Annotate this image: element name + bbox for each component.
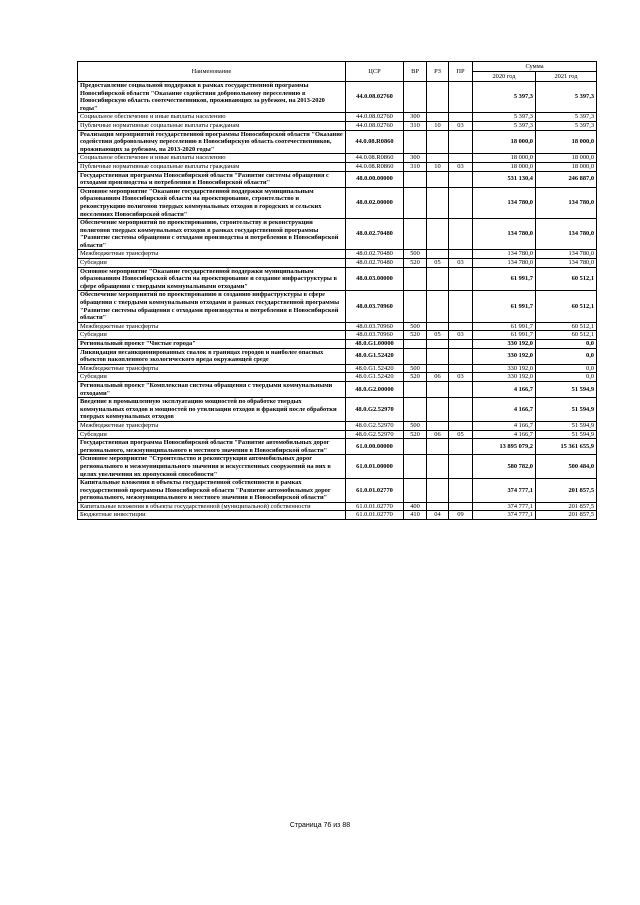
row-sum-2021: 18 000,0 bbox=[536, 154, 597, 163]
row-csr: 48.0.G2.52970 bbox=[346, 398, 404, 422]
row-rz: 05 bbox=[427, 259, 449, 268]
table-row bbox=[78, 340, 597, 349]
row-sum-2021: 246 887,0 bbox=[536, 171, 597, 187]
row-pr bbox=[449, 348, 473, 364]
row-sum-2020: 134 780,0 bbox=[473, 187, 536, 218]
table-row bbox=[78, 121, 597, 130]
row-rz bbox=[427, 130, 449, 154]
row-rz bbox=[427, 421, 449, 430]
row-vr: 300 bbox=[404, 113, 427, 122]
table-row bbox=[78, 171, 597, 187]
row-vr bbox=[404, 130, 427, 154]
row-csr: 48.0.03.70960 bbox=[346, 322, 404, 331]
row-sum-2020: 531 130,4 bbox=[473, 171, 536, 187]
row-rz bbox=[427, 250, 449, 259]
row-name: Публичные нормативные социальные выплаты гражданам bbox=[78, 121, 346, 130]
row-vr: 500 bbox=[404, 322, 427, 331]
table-row bbox=[78, 511, 597, 520]
row-sum-2020: 4 166,7 bbox=[473, 398, 536, 422]
row-rz bbox=[427, 439, 449, 455]
row-sum-2021: 18 000,0 bbox=[536, 130, 597, 154]
header-rz: РЗ bbox=[427, 62, 449, 82]
row-sum-2021: 60 512,1 bbox=[536, 291, 597, 322]
row-vr bbox=[404, 348, 427, 364]
table-row bbox=[78, 291, 597, 322]
table-row bbox=[78, 322, 597, 331]
row-sum-2020: 134 780,0 bbox=[473, 219, 536, 250]
row-csr: 61.0.00.00000 bbox=[346, 439, 404, 455]
row-pr bbox=[449, 364, 473, 373]
row-pr bbox=[449, 398, 473, 422]
row-vr bbox=[404, 219, 427, 250]
row-rz bbox=[427, 291, 449, 322]
row-vr bbox=[404, 398, 427, 422]
table-row bbox=[78, 187, 597, 218]
table-row bbox=[78, 455, 597, 479]
row-csr: 48.0.G2.52970 bbox=[346, 430, 404, 439]
row-name: Капитальные вложения в объекты государственной (муниципальной) собственности bbox=[78, 502, 346, 511]
row-csr: 61.0.01.00000 bbox=[346, 455, 404, 479]
row-sum-2020: 61 991,7 bbox=[473, 267, 536, 291]
row-name: Предоставление социальной поддержки в рамках государственной программы Новосибирской области "Оказание содействия добровольному переселению в Новосибирскую область соотечественников, проживающих за рубежом, на 2013-2020 годы" bbox=[78, 82, 346, 113]
row-csr: 44.0.08.02760 bbox=[346, 82, 404, 113]
table-row bbox=[78, 219, 597, 250]
row-name: Публичные нормативные социальные выплаты гражданам bbox=[78, 162, 346, 171]
row-name: Субсидии bbox=[78, 331, 346, 340]
row-rz: 06 bbox=[427, 373, 449, 382]
header-year-2021: 2021 год bbox=[536, 72, 597, 82]
header-pr: ПР bbox=[449, 62, 473, 82]
row-rz bbox=[427, 187, 449, 218]
row-sum-2021: 0,0 bbox=[536, 348, 597, 364]
row-name: Основное мероприятие "Оказание государственной поддержки муниципальным образованиям Новосибирской области на проектирование и создание инфраструктуры в сфере обращения с твердыми коммунальными отходами" bbox=[78, 267, 346, 291]
row-sum-2021: 134 780,0 bbox=[536, 187, 597, 218]
row-vr: 410 bbox=[404, 511, 427, 520]
row-sum-2020: 18 000,0 bbox=[473, 162, 536, 171]
row-sum-2021: 15 361 655,9 bbox=[536, 439, 597, 455]
row-sum-2021: 51 594,9 bbox=[536, 381, 597, 397]
header-name: Наименование bbox=[78, 62, 346, 82]
row-rz bbox=[427, 479, 449, 503]
table-row bbox=[78, 331, 597, 340]
row-csr: 48.0.03.70960 bbox=[346, 331, 404, 340]
row-sum-2020: 330 192,0 bbox=[473, 340, 536, 349]
row-pr bbox=[449, 455, 473, 479]
table-row bbox=[78, 479, 597, 503]
row-name: Региональный проект "Чистые города" bbox=[78, 340, 346, 349]
row-sum-2021: 0,0 bbox=[536, 364, 597, 373]
row-pr bbox=[449, 439, 473, 455]
row-sum-2021: 0,0 bbox=[536, 373, 597, 382]
row-csr: 48.0.02.00000 bbox=[346, 187, 404, 218]
row-name: Государственная программа Новосибирской области "Развитие системы обращения с отходами производства и потребления в Новосибирской области" bbox=[78, 171, 346, 187]
row-csr: 48.0.03.70960 bbox=[346, 291, 404, 322]
row-csr: 48.0.00.00000 bbox=[346, 171, 404, 187]
row-sum-2020: 134 780,0 bbox=[473, 250, 536, 259]
row-sum-2020: 13 895 079,2 bbox=[473, 439, 536, 455]
row-vr bbox=[404, 479, 427, 503]
row-vr: 500 bbox=[404, 250, 427, 259]
row-sum-2020: 330 192,0 bbox=[473, 373, 536, 382]
row-pr bbox=[449, 340, 473, 349]
row-vr bbox=[404, 439, 427, 455]
row-sum-2020: 5 397,3 bbox=[473, 121, 536, 130]
row-pr bbox=[449, 187, 473, 218]
row-vr bbox=[404, 455, 427, 479]
row-pr bbox=[449, 421, 473, 430]
row-name: Основное мероприятие "Оказание государственной поддержки муниципальным образованиям Новосибирской области на проектирование, строительство и реконструкцию полигонов твердых коммунальных отходов в городских и сельских поселениях Новосибирской области" bbox=[78, 187, 346, 218]
table-row bbox=[78, 502, 597, 511]
row-vr bbox=[404, 171, 427, 187]
table-row bbox=[78, 130, 597, 154]
row-pr: 03 bbox=[449, 162, 473, 171]
row-name: Обеспечение мероприятий по проектированию и созданию инфраструктуры в сфере обращения с твердыми коммунальными отходами в рамках государственной программы "Развитие системы обращения с отходами производства и потребления в Новосибирской области" bbox=[78, 291, 346, 322]
table-row bbox=[78, 250, 597, 259]
row-pr bbox=[449, 82, 473, 113]
row-sum-2020: 4 166,7 bbox=[473, 381, 536, 397]
row-sum-2020: 134 780,0 bbox=[473, 259, 536, 268]
row-csr: 48.0.G1.52420 bbox=[346, 373, 404, 382]
row-pr bbox=[449, 113, 473, 122]
row-rz: 10 bbox=[427, 162, 449, 171]
row-rz bbox=[427, 381, 449, 397]
row-pr bbox=[449, 291, 473, 322]
row-rz: 05 bbox=[427, 331, 449, 340]
row-name: Ликвидация несанкционированных свалок в границах городов и наиболее опасных объектов накопленного экологического вреда окружающей среде bbox=[78, 348, 346, 364]
row-pr: 05 bbox=[449, 430, 473, 439]
row-csr: 48.0.03.00000 bbox=[346, 267, 404, 291]
row-vr: 310 bbox=[404, 121, 427, 130]
row-rz: 04 bbox=[427, 511, 449, 520]
row-name: Социальное обеспечение и иные выплаты населению bbox=[78, 154, 346, 163]
row-name: Межбюджетные трансферты bbox=[78, 421, 346, 430]
row-rz bbox=[427, 171, 449, 187]
row-sum-2021: 201 857,5 bbox=[536, 511, 597, 520]
row-csr: 48.0.G1.52420 bbox=[346, 364, 404, 373]
row-name: Субсидии bbox=[78, 373, 346, 382]
row-sum-2021: 201 857,5 bbox=[536, 502, 597, 511]
row-rz bbox=[427, 502, 449, 511]
row-name: Межбюджетные трансферты bbox=[78, 250, 346, 259]
row-sum-2020: 5 397,3 bbox=[473, 113, 536, 122]
row-vr: 400 bbox=[404, 502, 427, 511]
row-sum-2021: 51 594,9 bbox=[536, 430, 597, 439]
row-sum-2020: 374 777,1 bbox=[473, 511, 536, 520]
row-sum-2020: 330 192,0 bbox=[473, 364, 536, 373]
row-name: Межбюджетные трансферты bbox=[78, 364, 346, 373]
row-rz bbox=[427, 348, 449, 364]
row-vr: 300 bbox=[404, 154, 427, 163]
row-sum-2020: 374 777,1 bbox=[473, 479, 536, 503]
row-sum-2020: 61 991,7 bbox=[473, 291, 536, 322]
table-row bbox=[78, 373, 597, 382]
table-header bbox=[78, 62, 597, 82]
table-body bbox=[78, 82, 597, 520]
table-row bbox=[78, 430, 597, 439]
row-pr bbox=[449, 479, 473, 503]
table-row bbox=[78, 267, 597, 291]
row-name: Межбюджетные трансферты bbox=[78, 322, 346, 331]
row-csr: 48.0.G2.52970 bbox=[346, 421, 404, 430]
table-row bbox=[78, 381, 597, 397]
row-name: Государственная программа Новосибирской области "Развитие автомобильных дорог регионального, межмуниципального и местного значения в Новосибирской области" bbox=[78, 439, 346, 455]
row-csr: 44.0.08.02760 bbox=[346, 113, 404, 122]
row-name: Основное мероприятие "Строительство и реконструкция автомобильных дорог регионального и межмуниципального значения и искусственных сооружений на них в целях увеличения их пропускной способности" bbox=[78, 455, 346, 479]
row-rz bbox=[427, 364, 449, 373]
row-sum-2021: 134 780,0 bbox=[536, 259, 597, 268]
row-sum-2021: 51 594,9 bbox=[536, 398, 597, 422]
row-sum-2020: 580 782,0 bbox=[473, 455, 536, 479]
row-pr bbox=[449, 502, 473, 511]
table-row bbox=[78, 82, 597, 113]
row-rz bbox=[427, 113, 449, 122]
table-row bbox=[78, 348, 597, 364]
row-csr: 44.0.08.R0860 bbox=[346, 154, 404, 163]
row-sum-2021: 500 484,0 bbox=[536, 455, 597, 479]
row-rz: 06 bbox=[427, 430, 449, 439]
row-vr: 500 bbox=[404, 364, 427, 373]
row-rz bbox=[427, 322, 449, 331]
row-pr bbox=[449, 267, 473, 291]
row-rz bbox=[427, 267, 449, 291]
table-row bbox=[78, 364, 597, 373]
row-name: Региональный проект "Комплексная система обращения с твердыми коммунальными отходами" bbox=[78, 381, 346, 397]
row-vr: 520 bbox=[404, 259, 427, 268]
row-vr bbox=[404, 340, 427, 349]
row-name: Субсидии bbox=[78, 259, 346, 268]
row-vr: 520 bbox=[404, 373, 427, 382]
row-sum-2020: 4 166,7 bbox=[473, 421, 536, 430]
row-csr: 48.0.G2.00000 bbox=[346, 381, 404, 397]
row-pr: 03 bbox=[449, 121, 473, 130]
row-sum-2021: 51 594,9 bbox=[536, 421, 597, 430]
header-csr: ЦСР bbox=[346, 62, 404, 82]
row-pr: 03 bbox=[449, 373, 473, 382]
row-pr: 09 bbox=[449, 511, 473, 520]
row-pr bbox=[449, 154, 473, 163]
row-pr bbox=[449, 322, 473, 331]
row-csr: 48.0.02.70480 bbox=[346, 259, 404, 268]
row-vr: 520 bbox=[404, 331, 427, 340]
row-sum-2020: 330 192,0 bbox=[473, 348, 536, 364]
row-sum-2020: 61 991,7 bbox=[473, 331, 536, 340]
row-sum-2021: 134 780,0 bbox=[536, 250, 597, 259]
row-name: Введение в промышленную эксплуатацию мощностей по обработке твердых коммунальных отходов и мощностей по утилизации отходов и фракций после обработки твердых коммунальных отходов bbox=[78, 398, 346, 422]
header-vr: ВР bbox=[404, 62, 427, 82]
row-rz bbox=[427, 82, 449, 113]
row-rz bbox=[427, 219, 449, 250]
row-name: Реализация мероприятий государственной программы Новосибирской области "Оказание содействия добровольному переселению в Новосибирскую область соотечественников, проживающих за рубежом, на 2013-2020 годы" bbox=[78, 130, 346, 154]
row-pr bbox=[449, 219, 473, 250]
row-pr bbox=[449, 381, 473, 397]
row-vr bbox=[404, 381, 427, 397]
row-csr: 48.0.G1.00000 bbox=[346, 340, 404, 349]
row-sum-2020: 4 166,7 bbox=[473, 430, 536, 439]
row-csr: 48.0.02.70480 bbox=[346, 250, 404, 259]
row-rz bbox=[427, 154, 449, 163]
row-rz: 10 bbox=[427, 121, 449, 130]
row-name: Субсидии bbox=[78, 430, 346, 439]
page-footer: Страница 76 из 88 bbox=[289, 822, 351, 829]
row-sum-2021: 5 397,3 bbox=[536, 82, 597, 113]
row-pr bbox=[449, 250, 473, 259]
row-csr: 48.0.G1.52420 bbox=[346, 348, 404, 364]
row-vr: 310 bbox=[404, 162, 427, 171]
budget-table bbox=[77, 61, 597, 520]
row-vr bbox=[404, 187, 427, 218]
row-csr: 48.0.02.70480 bbox=[346, 219, 404, 250]
row-sum-2021: 5 397,3 bbox=[536, 113, 597, 122]
row-pr bbox=[449, 171, 473, 187]
row-vr: 520 bbox=[404, 430, 427, 439]
row-sum-2020: 18 000,0 bbox=[473, 130, 536, 154]
row-sum-2021: 201 857,5 bbox=[536, 479, 597, 503]
row-vr bbox=[404, 291, 427, 322]
row-csr: 44.0.08.02760 bbox=[346, 121, 404, 130]
table-row bbox=[78, 259, 597, 268]
table-row bbox=[78, 162, 597, 171]
row-sum-2021: 60 512,1 bbox=[536, 267, 597, 291]
row-sum-2021: 18 000,0 bbox=[536, 162, 597, 171]
row-csr: 61.0.01.02770 bbox=[346, 479, 404, 503]
row-name: Бюджетные инвестиции bbox=[78, 511, 346, 520]
row-sum-2020: 374 777,1 bbox=[473, 502, 536, 511]
table-row bbox=[78, 154, 597, 163]
header-sum: Сумма bbox=[473, 62, 597, 72]
row-pr bbox=[449, 130, 473, 154]
row-name: Капитальные вложения в объекты государственной собственности в рамках государственной программы Новосибирской области "Развитие автомобильных дорог регионального, межмуниципального и местного значения в Новосибирской области" bbox=[78, 479, 346, 503]
row-sum-2021: 0,0 bbox=[536, 340, 597, 349]
row-sum-2021: 60 512,1 bbox=[536, 322, 597, 331]
row-sum-2020: 61 991,7 bbox=[473, 322, 536, 331]
row-sum-2020: 18 000,0 bbox=[473, 154, 536, 163]
header-year-2020: 2020 год bbox=[473, 72, 536, 82]
row-sum-2021: 60 512,1 bbox=[536, 331, 597, 340]
table-row bbox=[78, 421, 597, 430]
row-csr: 44.0.08.R0860 bbox=[346, 162, 404, 171]
table-row bbox=[78, 398, 597, 422]
row-csr: 61.0.01.02770 bbox=[346, 511, 404, 520]
row-vr bbox=[404, 82, 427, 113]
row-name: Обеспечение мероприятий по проектированию, строительству и реконструкции полигонов твердых коммунальных отходов в рамках государственной программы "Развитие системы обращения с отходами производства и потребления в Новосибирской области" bbox=[78, 219, 346, 250]
row-rz bbox=[427, 340, 449, 349]
row-pr: 03 bbox=[449, 331, 473, 340]
row-vr: 500 bbox=[404, 421, 427, 430]
row-sum-2021: 134 780,0 bbox=[536, 219, 597, 250]
row-name: Социальное обеспечение и иные выплаты населению bbox=[78, 113, 346, 122]
row-rz bbox=[427, 455, 449, 479]
table-row bbox=[78, 113, 597, 122]
row-sum-2020: 5 397,3 bbox=[473, 82, 536, 113]
row-sum-2021: 5 397,3 bbox=[536, 121, 597, 130]
row-vr bbox=[404, 267, 427, 291]
row-csr: 44.0.08.R0860 bbox=[346, 130, 404, 154]
table-row bbox=[78, 439, 597, 455]
row-csr: 61.0.01.02770 bbox=[346, 502, 404, 511]
row-rz bbox=[427, 398, 449, 422]
row-pr: 03 bbox=[449, 259, 473, 268]
